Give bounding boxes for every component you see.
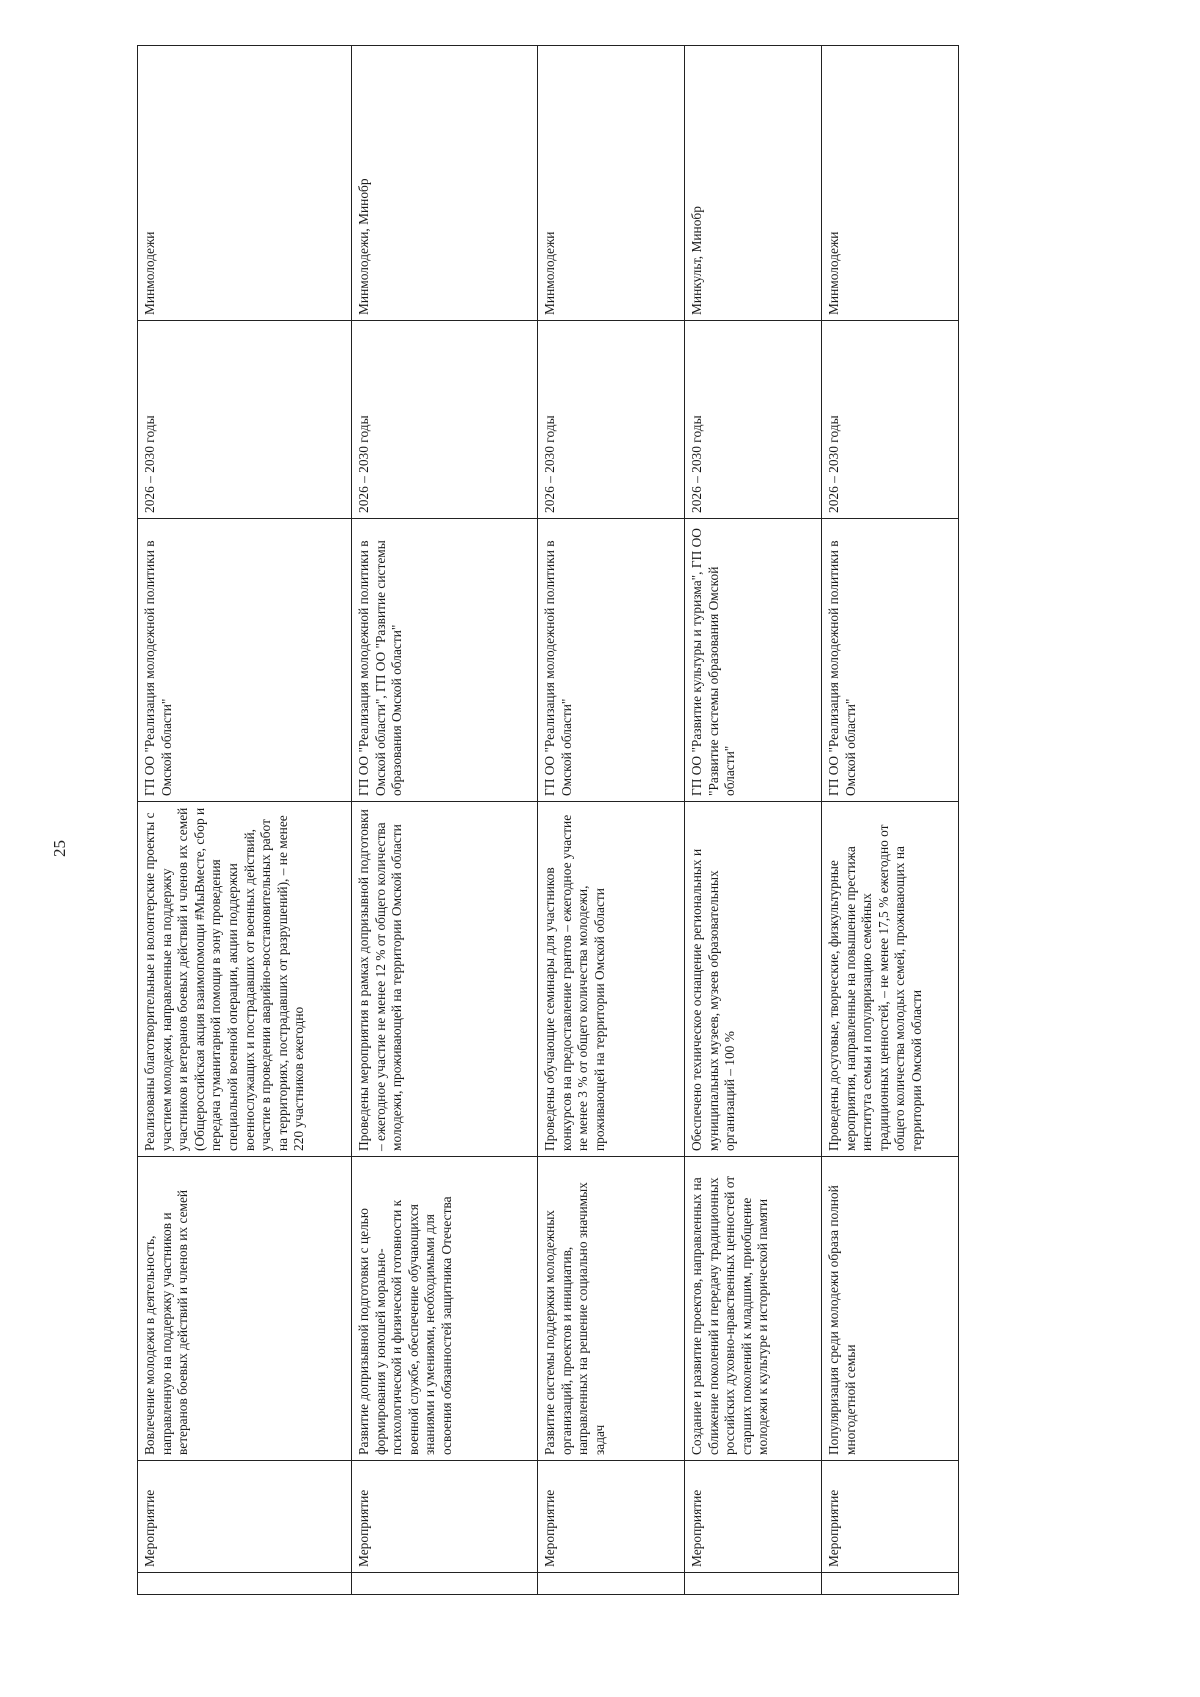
activity-name-cell: Популяризация среди молодежи образа полной многодетной семьи: [822, 1157, 959, 1461]
executor-cell: Минмолодежи: [538, 46, 685, 321]
activities-table: [137, 45, 959, 1595]
period-cell: 2026 – 2030 годы: [352, 321, 538, 519]
row-number-cell: [352, 1573, 538, 1595]
period-cell: 2026 – 2030 годы: [822, 321, 959, 519]
period-cell: 2026 – 2030 годы: [538, 321, 685, 519]
executor-cell: Минкульт, Минобр: [685, 46, 822, 321]
executor-cell: Минмолодежи, Минобр: [352, 46, 538, 321]
page-number: 25: [50, 840, 69, 857]
period-cell: 2026 – 2030 годы: [685, 321, 822, 519]
activity-type-cell: Мероприятие: [685, 1461, 822, 1573]
activity-result-cell: Реализованы благотворительные и волонтерские проекты с участием молодежи, направленные на поддержку участников и ветеранов боевых действий и членов их семей (Общероссийская акция взаимопомощи #МыВместе, сбор и передача гуманитарной помощи в зону проведения специальной военной операции, акции поддержки военнослужащих и пострадавших от военных действий, участие в проведении аварийно-восстановительных работ на территориях, пострадавших от разрушений), – не менее 220 участников ежегодно: [138, 802, 352, 1157]
table-row: [538, 46, 685, 1595]
state-program-cell: ГП ОО "Реализация молодежной политики в Омской области": [538, 519, 685, 802]
executor-cell: Минмолодежи: [138, 46, 352, 321]
activity-type-cell: Мероприятие: [538, 1461, 685, 1573]
executor-cell: Минмолодежи: [822, 46, 959, 321]
activity-name-cell: Развитие системы поддержки молодежных организаций, проектов и инициатив, направленных на решение социально значимых задач: [538, 1157, 685, 1461]
row-number-cell: [685, 1573, 822, 1595]
activity-name-cell: Развитие допризывной подготовки с целью формирования у юношей морально-психологической и физической готовности к военной службе, обеспечение обучающихся знаниями и умениями, необходимыми для освоения обязанностей защитника Отечества: [352, 1157, 538, 1461]
state-program-cell: ГП ОО "Реализация молодежной политики в Омской области": [138, 519, 352, 802]
row-number-cell: [822, 1573, 959, 1595]
table-row: [352, 46, 538, 1595]
activity-type-cell: Мероприятие: [352, 1461, 538, 1573]
state-program-cell: ГП ОО "Развитие культуры и туризма", ГП ОО "Развитие системы образования Омской области": [685, 519, 822, 802]
state-program-cell: ГП ОО "Реализация молодежной политики в Омской области", ГП ОО "Развитие системы образования Омской области": [352, 519, 538, 802]
activity-result-cell: Проведены мероприятия в рамках допризывной подготовки – ежегодное участие не менее 12 % от общего количества молодежи, проживающей на территории Омской области: [352, 802, 538, 1157]
activity-type-cell: Мероприятие: [822, 1461, 959, 1573]
row-number-cell: [538, 1573, 685, 1595]
activity-name-cell: Вовлечение молодежи в деятельность, направленную на поддержку участников и ветеранов боевых действий и членов их семей: [138, 1157, 352, 1461]
table-row: [822, 46, 959, 1595]
activity-type-cell: Мероприятие: [138, 1461, 352, 1573]
activity-name-cell: Создание и развитие проектов, направленных на сближение поколений и передачу традиционных российских духовно-нравственных ценностей от старших поколений к младшим, приобщение молодежи к культуре и исторической памяти: [685, 1157, 822, 1461]
table-row: [138, 46, 352, 1595]
activity-result-cell: Проведены досуговые, творческие, физкультурные мероприятия, направленные на повышение престижа института семьи и популяризацию семейных традиционных ценностей, – не менее 17,5 % ежегодно от общего количества молодых семей, проживающих на территории Омской области: [822, 802, 959, 1157]
activity-result-cell: Проведены обучающие семинары для участников конкурсов на предоставление грантов – ежегодное участие не менее 3 % от общего количества молодежи, проживающей на территории Омской области: [538, 802, 685, 1157]
activity-result-cell: Обеспечено техническое оснащение региональных и муниципальных музеев, музеев образовательных организаций – 100 %: [685, 802, 822, 1157]
period-cell: 2026 – 2030 годы: [138, 321, 352, 519]
state-program-cell: ГП ОО "Реализация молодежной политики в Омской области": [822, 519, 959, 802]
row-number-cell: [138, 1573, 352, 1595]
table-row: [685, 46, 822, 1595]
